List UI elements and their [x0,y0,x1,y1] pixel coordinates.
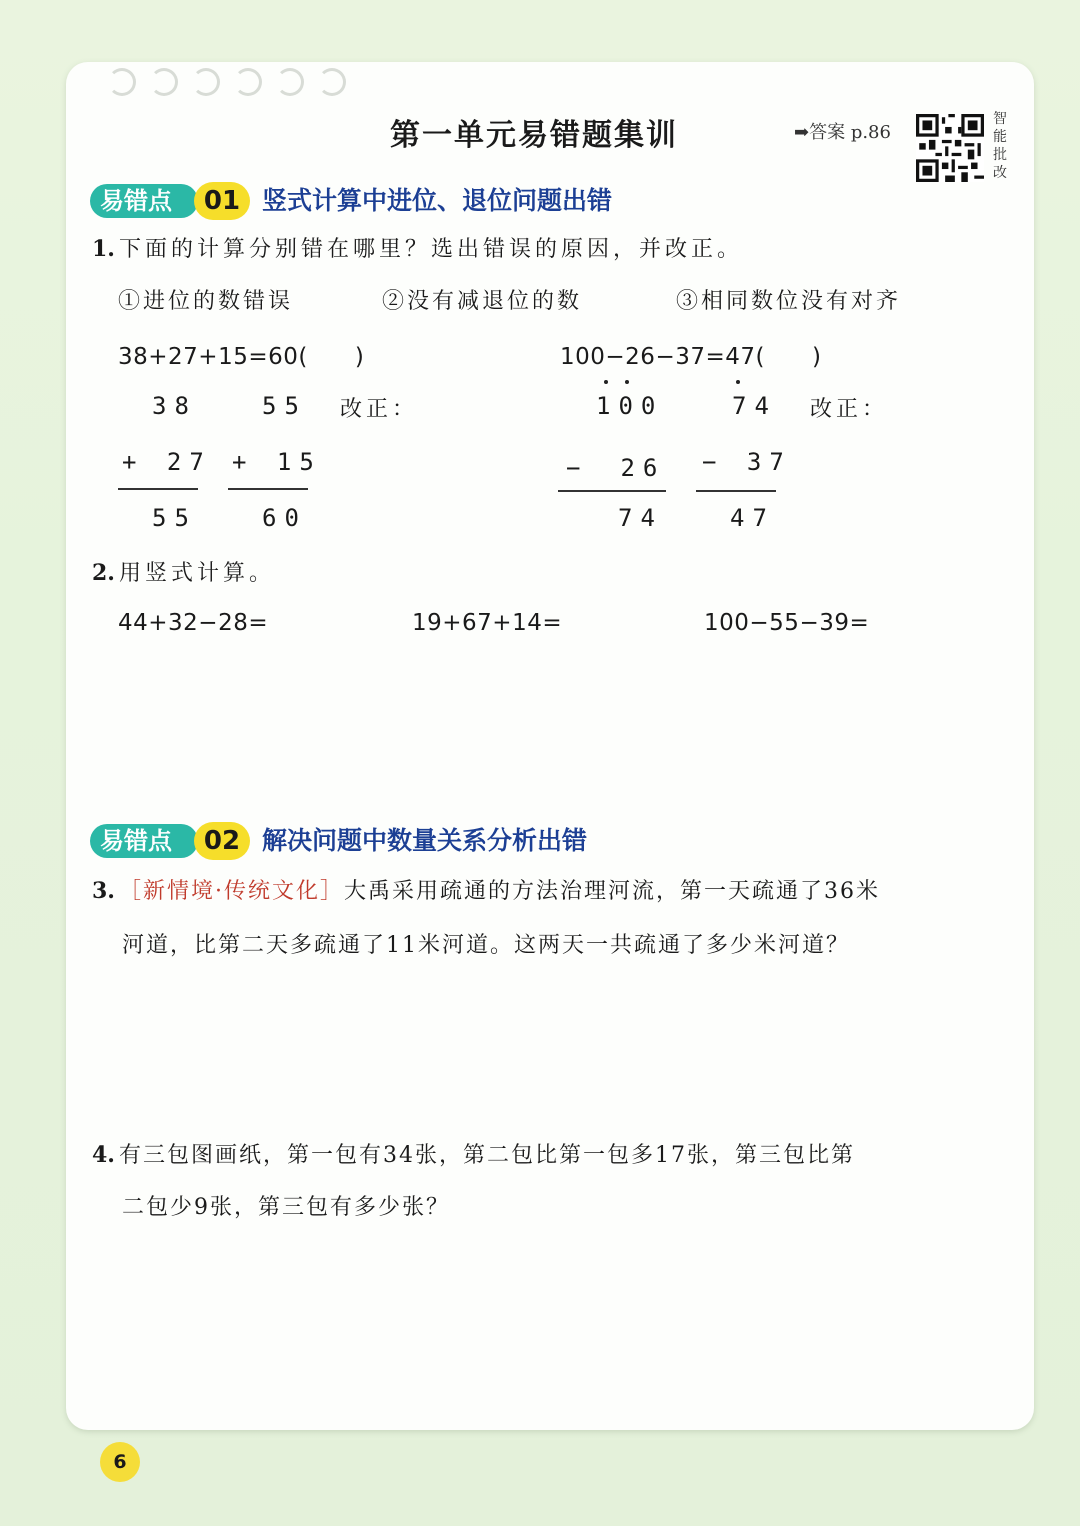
answer-ref-text: 答案 p.86 [809,122,891,143]
calc-top: 55 [262,392,307,420]
question-number: 2. [92,560,115,586]
calc-top: 100 [596,392,664,420]
calc-result: 47 [730,504,775,532]
badge-label: 易错点 [90,824,198,858]
arrow-right-icon: ➡ [794,122,810,143]
calc-operand: + 27 [122,448,212,476]
exercise-expression: 19+67+14= [412,610,563,636]
binder-ring [276,68,304,96]
badge-label: 易错点 [90,184,198,218]
binder-ring [234,68,262,96]
question-text-line1: 有三包图画纸，第一包有34张，第二包比第一包多17张，第三包比第 [118,1143,855,1168]
question-3 [92,874,880,905]
calc-result: 60 [262,504,307,532]
question-2 [92,556,275,587]
question-number: 3. [92,878,115,904]
borrow-dot [625,380,629,384]
exercise-expression: 100−55−39= [704,610,870,636]
calc-result: 74 [618,504,663,532]
calc-line [228,488,308,490]
question-3-line2: 河道，比第二天多疏通了11米河道。这两天一共疏通了多少米河道？ [122,933,850,958]
badge-number: 02 [194,822,250,860]
calc-result: 55 [152,504,197,532]
calc-top: 74 [732,392,777,420]
smart-grading-label: 智能批改 [993,111,1007,181]
question-4 [92,1138,855,1169]
question-number: 1. [92,236,115,262]
question-text: 用竖式计算。 [118,561,275,586]
worksheet-page [66,62,1034,1430]
qr-code-icon[interactable] [916,114,984,182]
binder-ring [108,68,136,96]
calc-line [118,488,198,490]
question-number: 4. [92,1142,115,1168]
binder-ring [150,68,178,96]
context-tag: ［新情境·传统文化］ [118,879,344,904]
borrow-dot [604,380,608,384]
left-expression: 38+27+15=60( ) [118,344,365,370]
section-heading: 解决问题中数量关系分析出错 [262,826,588,855]
right-expression: 100−26−37=47( ) [560,344,822,370]
option-3[interactable]: ③相同数位没有对齐 [676,289,902,314]
calc-line [696,490,776,492]
page-number: 6 [100,1442,140,1482]
question-text-line1: 大禹采用疏通的方法治理河流，第一天疏通了36米 [343,879,880,904]
question-1 [92,232,743,263]
page-title: 第一单元易错题集训 [390,118,678,153]
correction-label: 改正： [810,397,889,422]
calc-operand: − 26 [566,454,666,482]
borrow-dot [736,380,740,384]
calc-operand: − 37 [702,448,792,476]
question-text: 下面的计算分别错在哪里？选出错误的原因，并改正。 [118,237,743,262]
calc-top: 38 [152,392,197,420]
answer-reference[interactable] [794,118,891,144]
calc-line [558,490,666,492]
question-4-line2: 二包少9张，第三包有多少张？ [122,1195,450,1220]
binder-ring [318,68,346,96]
binder-ring [192,68,220,96]
correction-label: 改正： [340,397,419,422]
option-1[interactable]: ①进位的数错误 [118,289,294,314]
exercise-expression: 44+32−28= [118,610,269,636]
option-2[interactable]: ②没有减退位的数 [382,289,583,314]
calc-operand: + 15 [232,448,322,476]
section-heading: 竖式计算中进位、退位问题出错 [262,186,613,215]
badge-number: 01 [194,182,250,220]
